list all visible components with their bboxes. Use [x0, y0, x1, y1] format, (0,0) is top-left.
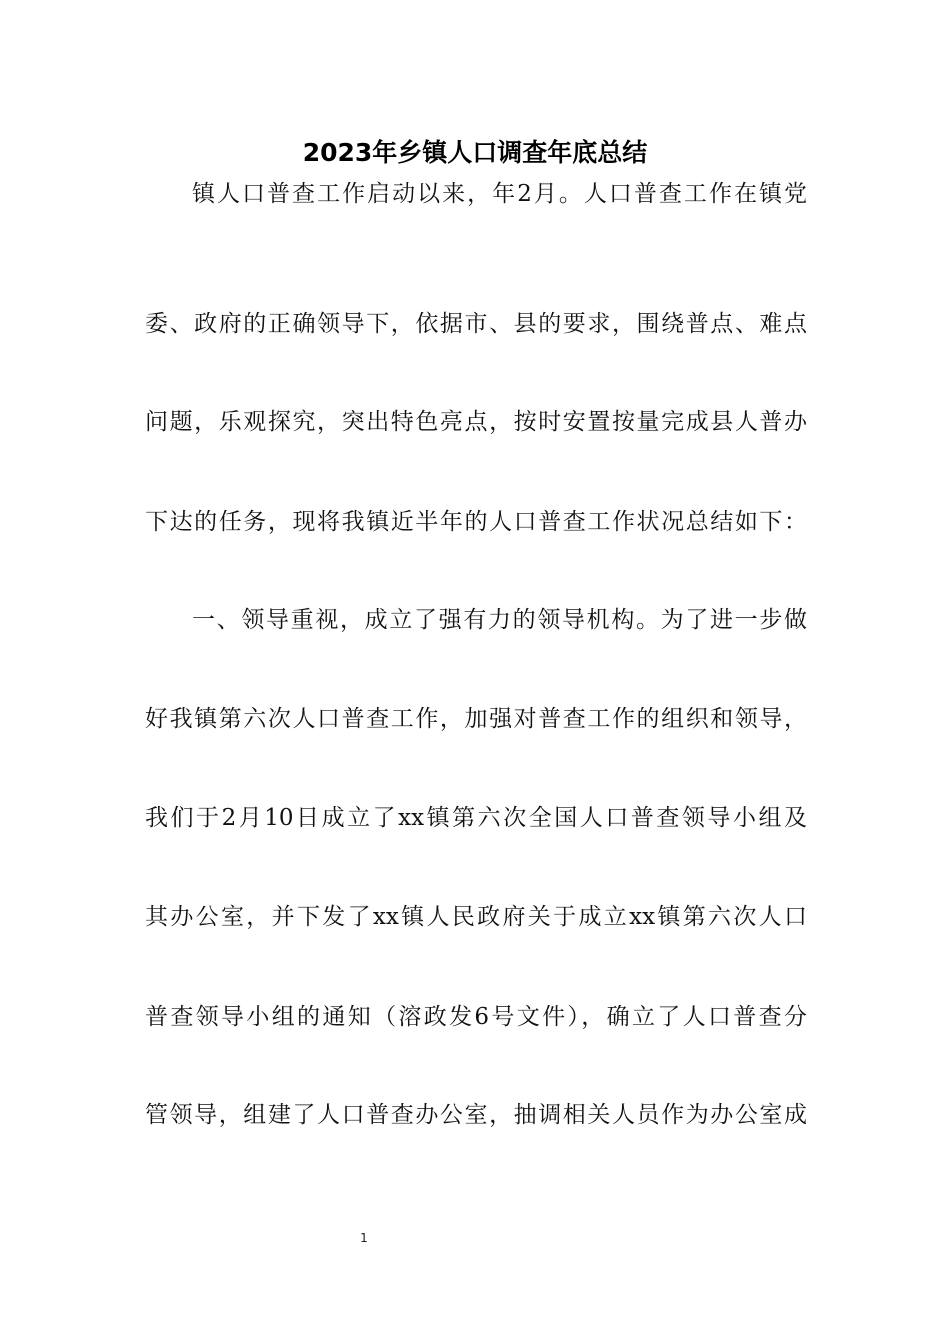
paragraph-line-4: 下达的任务，现将我镇近半年的人口普查工作状况总结如下： [145, 509, 807, 535]
document-title: 2023年乡镇人口调查年底总结 [302, 138, 648, 167]
paragraph-line-5: 一、领导重视，成立了强有力的领导机构。为了进一步做 [192, 607, 807, 633]
paragraph-line-10: 管领导，组建了人口普查办公室，抽调相关人员作为办公室成 [145, 1102, 807, 1128]
page-number: 1 [360, 1231, 368, 1245]
paragraph-line-2: 委、政府的正确领导下，依据市、县的要求，围绕普点、难点 [145, 311, 807, 337]
paragraph-line-7: 我们于2月10日成立了xx镇第六次全国人口普查领导小组及 [145, 805, 807, 831]
paragraph-line-9: 普查领导小组的通知（溶政发6号文件），确立了人口普查分 [145, 1004, 807, 1030]
paragraph-line-6: 好我镇第六次人口普查工作，加强对普查工作的组织和领导， [145, 706, 807, 732]
paragraph-line-3: 问题，乐观探究，突出特色亮点，按时安置按量完成县人普办 [145, 409, 807, 435]
paragraph-line-8: 其办公室，并下发了xx镇人民政府关于成立xx镇第六次人口 [145, 904, 807, 930]
paragraph-line-1: 镇人口普查工作启动以来，年2月。人口普查工作在镇党 [192, 181, 807, 207]
